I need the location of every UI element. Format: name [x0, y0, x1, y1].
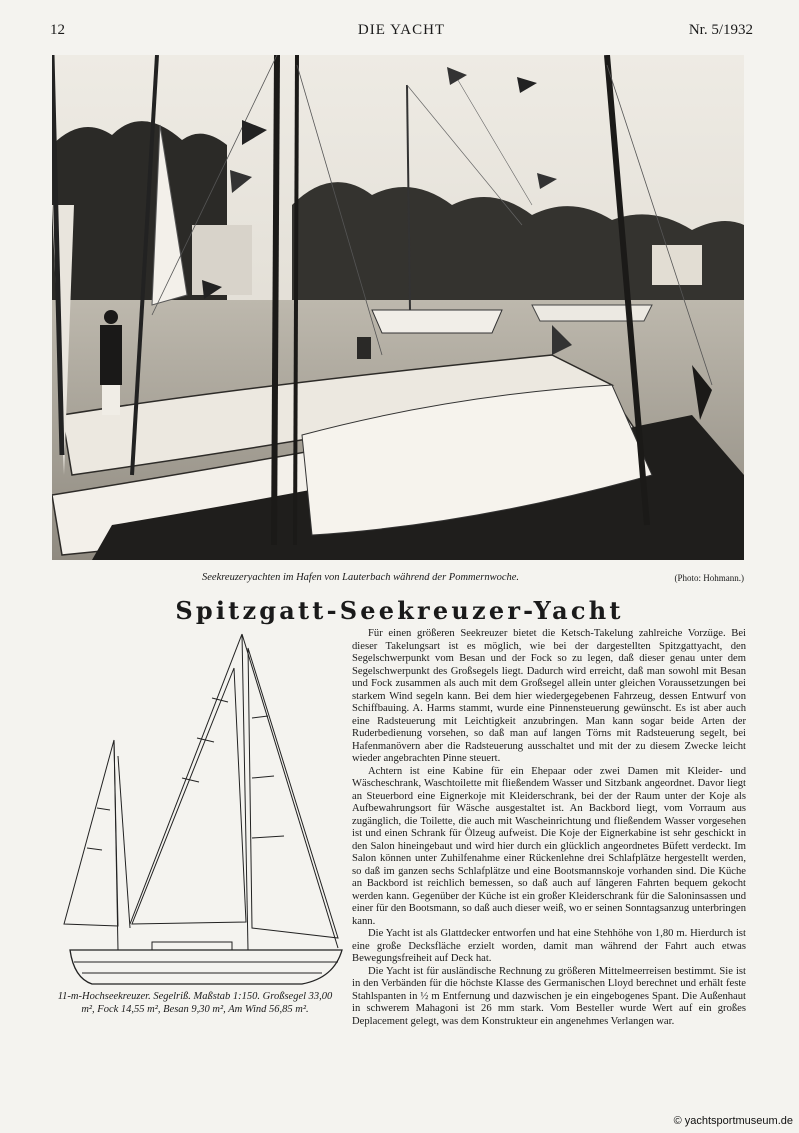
photo-caption-text: Seekreuzeryachten im Hafen von Lauterbach während der Pommernwoche. — [202, 572, 520, 583]
paragraph: Für einen größeren Seekreuzer bietet die Ketsch-Takelung zahlreiche Vorzüge. Bei dieser Takelungsart ist es möglich, wie bei der dargestellten Spitzgattyacht, den Segelschwerpunkt vom Besan und der Fock so zu legen, daß dieser genau unter dem Segelschwerpunkt des Großsegels liegt. Dadurch wird erreicht, daß man sowohl mit Besan und Fock zusammen als auch mit dem Großsegel allein unter gleichen Voraussetzungen bei starkem Wind segeln kann. Bei dem hier wiedergegebenen Fahrzeug, dessen Entwurf von Schiffbauing. A. Harms stammt, wurde eine Pinnensteuerung gewünscht. Es ist aber auch eine Radsteuerung mit Leichtigkeit anzubringen. Man kann sogar beide Arten der Ruderbedienung vorsehen, so daß man auf langen Törns mit Radsteuerung segelt, bei Hafenmanövern aber die Radsteuerung ausschaltet und mit der zu diesem Zwecke leicht wieder angebrachten Pinne steuert. — [352, 628, 746, 764]
paragraph: Die Yacht ist für ausländische Rechnung zu größeren Mittelmeerreisen bestimmt. Sie ist in den Verbänden für die höchste Klasse des Germanischen Lloyd berechnet und erhält feste Stahlspanten in ½ m Entfernung und dazwischen je ein eingebogenes Spant. Die Außenhaut in schwerem Mahagoni ist 26 mm stark. Vom Besteller wurde Wert auf ein großes Deplacement gelegt, was dem Konstrukteur ein angenehmes Verlangen war. — [352, 965, 746, 1027]
article-body — [352, 628, 746, 1028]
paragraph: Die Yacht ist als Glattdecker entworfen und hat eine Stehhöhe von 1,80 m. Hierdurch ist eine große Decksfläche erzielt worden, damit man während der Fahrt auch etwas Bewegungsfreiheit auf Deck hat. — [352, 928, 746, 964]
harbor-photo — [52, 55, 744, 560]
article-title: Spitzgatt-Seekreuzer-Yacht — [175, 596, 624, 625]
issue-number: Nr. 5/1932 — [688, 22, 753, 38]
sail-plan-drawing — [52, 628, 344, 988]
watermark: © yachtsportmuseum.de — [673, 1115, 793, 1127]
page-number: 12 — [50, 22, 65, 38]
magazine-title: DIE YACHT — [357, 22, 446, 38]
paragraph: Achtern ist eine Kabine für ein Ehepaar oder zwei Damen mit Kleider- und Wäscheschrank, Waschtoilette mit fließendem Wasser und Sitzbank angeordnet. Davor liegt an Steuerbord eine Eignerkoje mit Kleiderschrank, bei der der Raum unter der Koje als Aufbewahrungsort für Wäsche ausgestaltet ist. An Backbord liegt, vom Vorraum aus zugänglich, die Toilette, die auch mit Wascheinrichtung und fließendem Wasser vorgesehen ist und einen Schrank für Ölzeug aufweist. Die Koje der Eignerkabine ist sehr geschickt in den Salon hineingebaut und wird hier durch ein glücklich angeordnetes Büfett verdeckt. Im Salon können unter Zuhilfenahme einer Rückenlehne drei Schlafplätze hergestellt werden, so daß im ganzen sechs Schlafplätze und eine Bootsmannskoje vorhanden sind. Die Küche an Backbord ist reichlich bemessen, so daß auch auf längeren Fahrten bequem gekocht werden kann. Gegenüber der Küche ist ein großer Kleiderschrank für die Saloninsassen und einer für den Bootsmann, so daß auch dieser weiß, wo er seinen Sonntagsanzug unterbringen kann. — [352, 765, 746, 927]
page-header — [50, 22, 753, 44]
harbor-photo-illustration — [52, 55, 744, 560]
photo-credit: (Photo: Hohmann.) — [674, 573, 744, 583]
sail-plan-illustration — [52, 628, 344, 988]
figure-caption: 11-m-Hochseekreuzer. Segelriß. Maßstab 1:150. Großsegel 33,00 m², Fock 14,55 m², Besan 9,30 m², Am Wind 56,85 m². — [57, 991, 333, 1015]
photo-caption — [52, 572, 744, 588]
